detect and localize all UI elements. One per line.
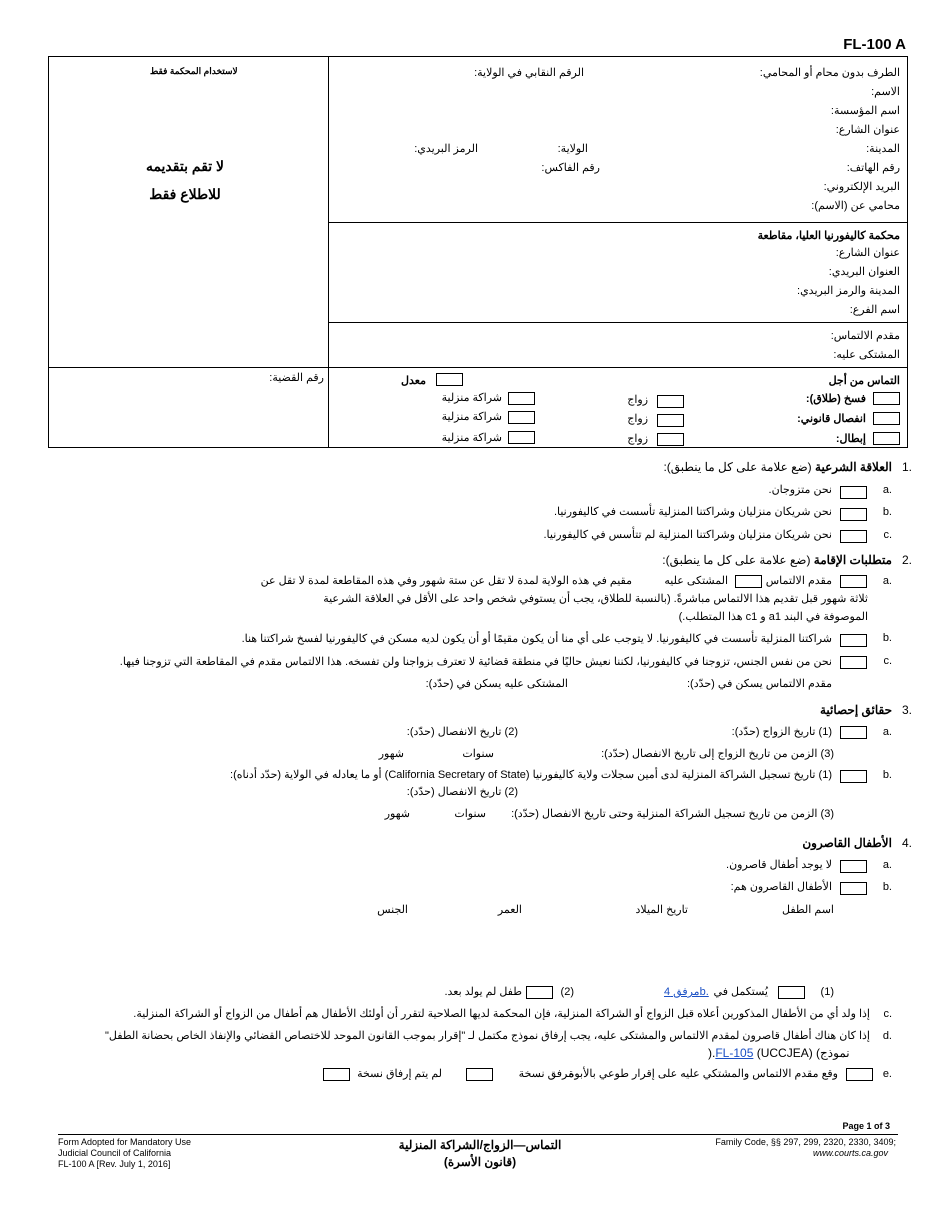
- s1-number: 1.: [901, 460, 912, 474]
- s4-c-letter: c.: [883, 1008, 892, 1020]
- s4-b2-number: (2): [560, 986, 574, 998]
- s2-a-text-1: مقيم في هذه الولاية لمدة لا تقل عن ستة شهور وفي هذه المقاطعة لمدة لا تقل عن: [260, 575, 632, 587]
- respondent-label: المشتكى عليه:: [833, 349, 900, 361]
- s2-b-checkbox[interactable]: [840, 634, 867, 647]
- s2-a-petitioner-checkbox[interactable]: [840, 575, 867, 588]
- s3-b-checkbox[interactable]: [840, 770, 867, 783]
- fax-label: رقم الفاكس:: [541, 162, 600, 174]
- city-label: المدينة:: [866, 143, 900, 155]
- legal-separation-checkbox[interactable]: [873, 412, 900, 425]
- s2-a-petitioner-label: مقدم الالتماس: [765, 575, 832, 587]
- dissolution-label: فسخ (طلاق):: [805, 393, 866, 405]
- dissolution-marriage-label: زواج: [627, 394, 648, 406]
- attorney-for-label: محامي عن (الاسم):: [811, 200, 900, 212]
- s3-b-letter: b.: [882, 769, 892, 781]
- s2-c-petitioner-residence: مقدم الالتماس يسكن في (حدّد):: [686, 678, 832, 690]
- footer-council: Judicial Council of California: [58, 1148, 172, 1158]
- s3-b-years-label: سنوات: [454, 808, 486, 820]
- attorney-heading: الطرف بدون محام أو المحامي:: [759, 67, 900, 79]
- s1-heading: العلاقة الشرعية (ضع علامة على كل ما ينطبق):: [663, 460, 892, 474]
- separation-marriage-checkbox[interactable]: [657, 414, 684, 427]
- s4-heading: الأطفال القاصرون: [802, 836, 892, 850]
- s4-e-letter: e.: [882, 1068, 892, 1080]
- dissolution-partnership-label: شراكة منزلية: [441, 392, 502, 404]
- s3-b2-label: (2) تاريخ الانفصال (حدّد):: [406, 786, 518, 798]
- col-age: العمر: [497, 904, 522, 916]
- s2-b-text: شراكتنا المنزلية تأسست في كاليفورنيا. لا يتوجب على أي منا أن يكون مقيمًا أو أن يكون لديه مسكن في كاليفورنيا لفسخ شراكتنا هنا.: [241, 633, 832, 645]
- attachment-4b-link[interactable]: مرفق 4b.: [664, 986, 709, 998]
- email-label: البريد الإلكتروني:: [823, 181, 900, 193]
- court-street-label: عنوان الشارع:: [835, 247, 900, 259]
- page-number: Page 1 of 3: [842, 1121, 890, 1131]
- name-label: الاسم:: [871, 86, 900, 98]
- nullity-partnership-checkbox[interactable]: [508, 431, 535, 444]
- case-number-label: رقم القضية:: [269, 372, 324, 384]
- form-id: FL-100 A: [843, 36, 906, 53]
- s4-b-checkbox[interactable]: [840, 882, 867, 895]
- s2-b-letter: b.: [882, 632, 892, 644]
- s4-d-text-2: ).FL-105 (UCCJEA) (نموذج: [708, 1046, 850, 1060]
- s2-c-text: نحن من نفس الجنس، تزوجنا في كاليفورنيا، لكننا نعيش حاليًا في منطقة قضائية لا تعترف بزواجنا ولن تفسخه. هذا الالتماس مقدم في المقاطعة التي تزوجنا فيها.: [119, 656, 832, 668]
- s4-b1-number: (1): [820, 986, 834, 998]
- col-birth-date: تاريخ الميلاد: [635, 904, 688, 916]
- s4-b1-text: يُستكمل في: [713, 986, 768, 998]
- s4-number: 4.: [901, 836, 912, 850]
- court-use-label: لاستخدام المحكمة فقط: [150, 66, 238, 76]
- phone-label: رقم الهاتف:: [846, 162, 900, 174]
- amended-checkbox[interactable]: [436, 373, 463, 386]
- s3-a2-label: (2) تاريخ الانفصال (حدّد):: [406, 726, 518, 738]
- draft-notice-2: للاطلاع فقط: [149, 186, 221, 202]
- s2-a-respondent-label: المشتكى عليه: [664, 575, 728, 587]
- s2-number: 2.: [901, 553, 912, 567]
- s2-c-letter: c.: [883, 655, 892, 667]
- s4-e-not-attached-checkbox[interactable]: [323, 1068, 350, 1081]
- court-mailing-label: العنوان البريدي:: [828, 266, 900, 278]
- footer-title: التماس—الزواج/الشراكة المنزلية: [398, 1138, 562, 1152]
- s1-b-checkbox[interactable]: [840, 508, 867, 521]
- s3-heading: حقائق إحصائية: [819, 703, 892, 717]
- s2-a-letter: a.: [882, 575, 892, 587]
- separation-marriage-label: زواج: [627, 413, 648, 425]
- s3-a1-label: (1) تاريخ الزواج (حدّد):: [731, 726, 832, 738]
- s1-b-letter: b.: [882, 506, 892, 518]
- s3-a3-label: (3) الزمن من تاريخ الزواج إلى تاريخ الانفصال (حدّد):: [601, 748, 834, 760]
- s4-c-text: إذا ولد أي من الأطفال المذكورين أعلاه قبل الزواج أو الشراكة المنزلية، فإن المحكمة لديها الصلاحية لتقرر أن أولئك الأطفال هم أطفال من الزواج أو الشراكة المنزلية.: [133, 1008, 870, 1020]
- s1-c-letter: c.: [883, 529, 892, 541]
- col-child-name: اسم الطفل: [782, 904, 834, 916]
- nullity-partnership-label: شراكة منزلية: [441, 432, 502, 444]
- s1-b-text: نحن شريكان منزليان وشراكتنا المنزلية تأسست في كاليفورنيا.: [553, 506, 832, 518]
- petitioner-label: مقدم الالتماس:: [830, 330, 900, 342]
- nullity-marriage-label: زواج: [627, 433, 648, 445]
- s2-c-checkbox[interactable]: [840, 656, 867, 669]
- s4-b-text: الأطفال القاصرون هم:: [730, 881, 832, 893]
- s3-number: 3.: [901, 703, 912, 717]
- zip-label: الرمز البريدي:: [414, 143, 478, 155]
- s1-c-text: نحن شريكان منزليان وشراكتنا المنزلية لم تتأسس في كاليفورنيا.: [543, 529, 832, 541]
- s4-e-attached-checkbox[interactable]: [466, 1068, 493, 1081]
- footer-adopted: Form Adopted for Mandatory Use: [58, 1137, 192, 1147]
- footer-form-rev: FL-100 A [Rev. July 1, 2016]: [58, 1159, 171, 1169]
- s1-c-checkbox[interactable]: [840, 530, 867, 543]
- s3-b-months-label: شهور: [384, 808, 410, 820]
- s4-b2-checkbox[interactable]: [526, 986, 553, 999]
- s4-e-not-attached-label: لم يتم إرفاق نسخة: [357, 1068, 442, 1080]
- court-branch-label: اسم الفرع:: [849, 304, 900, 316]
- nullity-checkbox[interactable]: [873, 432, 900, 445]
- s3-a-letter: a.: [882, 726, 892, 738]
- s4-b-letter: b.: [882, 881, 892, 893]
- s3-a-checkbox[interactable]: [840, 726, 867, 739]
- state-label: الولاية:: [557, 143, 588, 155]
- street-label: عنوان الشارع:: [835, 124, 900, 136]
- footer-subtitle: (قانون الأسرة): [443, 1155, 517, 1169]
- s2-heading: متطلبات الإقامة (ضع علامة على كل ما ينطبق):: [662, 553, 892, 567]
- s4-a-letter: a.: [882, 859, 892, 871]
- fl-105-link[interactable]: FL-105: [715, 1046, 754, 1060]
- firm-label: اسم المؤسسة:: [830, 105, 900, 117]
- legal-separation-label: انفصال قانوني:: [797, 413, 866, 425]
- s2-a-text-2: ثلاثة شهور قبل تقديم هذا الالتماس مباشرةً. (بالنسبة للطلاق، يجب أن يستوفي شخص واحد على الأقل في العلاقة الشرعية: [323, 593, 868, 605]
- s2-a-respondent-checkbox[interactable]: [735, 575, 762, 588]
- court-heading: محكمة كاليفورنيا العليا، مقاطعة: [757, 230, 900, 242]
- s3-b1-label: (1) تاريخ تسجيل الشراكة المنزلية لدى أمين سجلات ولاية كاليفورنيا (California Secretary of State) أو ما يعادله في الولاية (حدّد أدناه):: [230, 769, 832, 781]
- s4-e-text: وقع مقدم الالتماس والمشتكي عليه على إقرار طوعي بالأبوة.: [565, 1068, 838, 1080]
- dissolution-partnership-checkbox[interactable]: [508, 392, 535, 405]
- s4-d-text-1: إذا كان هناك أطفال قاصرون لمقدم الالتماس والمشتكى عليه، يجب إرفاق نموذج مكتمل لـ "إقرار بموجب القانون الموحد للاختصاص القضائي والإنفاذ الخاص بحضانة الطفل": [105, 1030, 870, 1042]
- footer-website: www.courts.ca.gov: [812, 1148, 888, 1158]
- dissolution-marriage-checkbox[interactable]: [657, 395, 684, 408]
- dissolution-checkbox[interactable]: [873, 392, 900, 405]
- nullity-marriage-checkbox[interactable]: [657, 433, 684, 446]
- s4-d-letter: d.: [882, 1030, 892, 1042]
- bar-number-label: الرقم النقابي في الولاية:: [474, 67, 584, 79]
- s4-b2-text: طفل لم يولد بعد.: [444, 986, 522, 998]
- petition-for-title: التماس من أجل: [828, 375, 900, 387]
- s4-a-checkbox[interactable]: [840, 860, 867, 873]
- s4-b1-checkbox[interactable]: [778, 986, 805, 999]
- s4-e-checkbox[interactable]: [846, 1068, 873, 1081]
- s3-a-years-label: سنوات: [462, 748, 494, 760]
- s2-a-text-3: الموصوفة في البند a1 و c1 هذا المتطلب.): [678, 611, 868, 623]
- s3-b3-label: (3) الزمن من تاريخ تسجيل الشراكة المنزلية وحتى تاريخ الانفصال (حدّد):: [511, 808, 834, 820]
- footer-family-code: Family Code, §§ 297, 299, 2320, 2330, 3409;: [715, 1137, 896, 1147]
- nullity-label: إبطال:: [835, 433, 866, 445]
- s1-a-text: نحن متزوجان.: [768, 484, 832, 496]
- s3-a-months-label: شهور: [378, 748, 404, 760]
- s1-a-letter: a.: [882, 484, 892, 496]
- col-sex: الجنس: [377, 904, 408, 916]
- court-city-zip-label: المدينة والرمز البريدي:: [797, 285, 900, 297]
- separation-partnership-label: شراكة منزلية: [441, 411, 502, 423]
- header-box: [48, 56, 908, 448]
- s4-e-attached-label: مرفق نسخة: [518, 1068, 574, 1080]
- s1-a-checkbox[interactable]: [840, 486, 867, 499]
- separation-partnership-checkbox[interactable]: [508, 411, 535, 424]
- s4-a-text: لا يوجد أطفال قاصرون.: [726, 859, 832, 871]
- draft-notice-1: لا تقم بتقديمه: [145, 158, 225, 174]
- amended-label: معدل: [401, 375, 426, 387]
- s2-c-respondent-residence: المشتكى عليه يسكن في (حدّد):: [425, 678, 568, 690]
